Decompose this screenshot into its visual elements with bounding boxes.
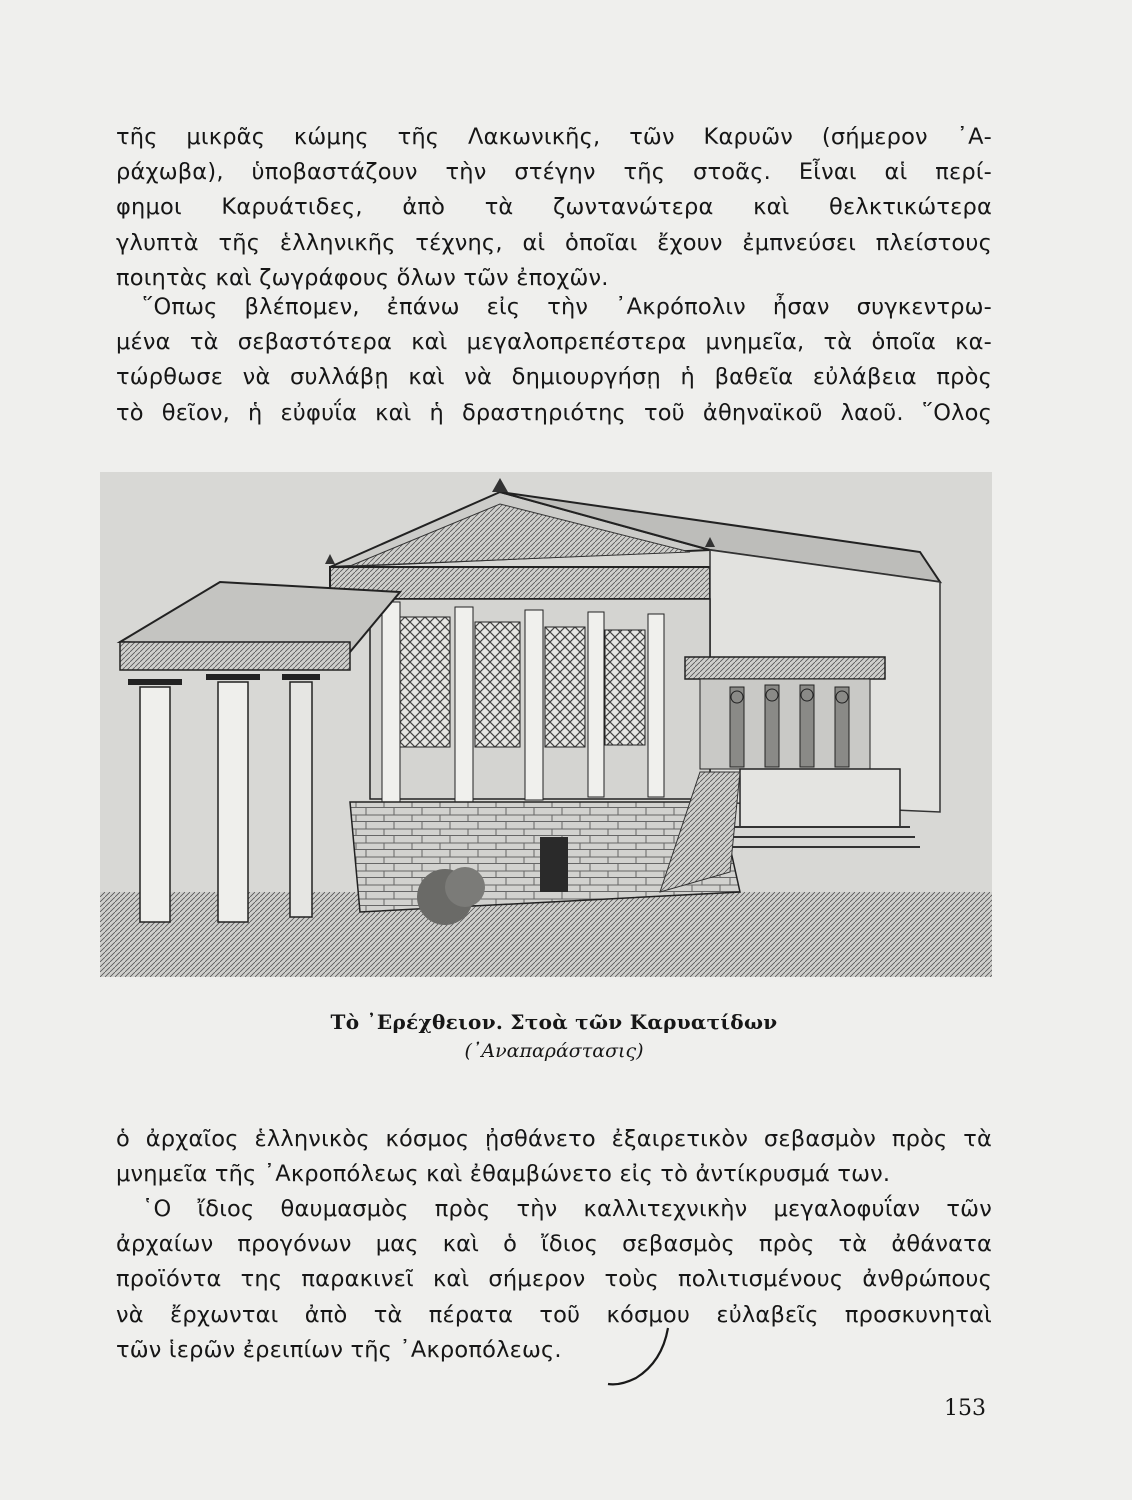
text-line: τῆς μικρᾶς κώμης τῆς Λακωνικῆς, τῶν Καρυῶν (σήμερον ᾿Α- [116, 124, 992, 150]
page-number: 153 [944, 1396, 986, 1421]
text-line: προϊόντα της παρακινεῖ καὶ σήμερον τοὺς πολιτισμένους ἀνθρώπους [116, 1266, 992, 1293]
paragraph-3 [116, 1122, 992, 1192]
erechtheion-illustration [100, 472, 992, 977]
text-line: ῞Οπως βλέπομεν, ἐπάνω εἰς τὴν ᾿Ακρόπολιν ἦσαν συγκεντρω- [142, 294, 992, 320]
text-line: νὰ ἔρχωνται ἀπὸ τὰ πέρατα τοῦ κόσμου εὐλαβεῖς προσκυνηταὶ [116, 1301, 992, 1328]
text-line: φημοι Καρυάτιδες, ἀπὸ τὰ ζωντανώτερα καὶ θελκτικώτερα [116, 194, 992, 221]
text-line: ῾Ο ἴδιος θαυμασμὸς πρὸς τὴν καλλιτεχνικὴν μεγαλοφυΐαν τῶν [142, 1196, 992, 1222]
text-line: γλυπτὰ τῆς ἑλληνικῆς τέχνης, αἱ ὁποῖαι ἔχουν ἐμπνεύσει πλείστους [116, 229, 992, 256]
text-line: τὸ θεῖον, ἡ εὐφυΐα καὶ ἡ δραστηριότης τοῦ ἀθηναϊκοῦ λαοῦ. ῞Ολος [116, 399, 992, 426]
figure-caption-title: Τὸ ᾿Ερέχθειον. Στοὰ τῶν Καρυατίδων [330, 1010, 778, 1034]
text-line: μένα τὰ σεβαστότερα καὶ μεγαλοπρεπέστερα μνημεῖα, τὰ ὁποῖα κα- [116, 329, 992, 356]
text-line: ποιητὰς καὶ ζωγράφους ὅλων τῶν ἐποχῶν. [116, 264, 609, 291]
paragraph-4 [116, 1192, 992, 1368]
paragraph-2 [116, 290, 992, 431]
text-line: μνημεῖα τῆς ᾿Ακροπόλεως καὶ ἐθαμβώνετο εἰς τὸ ἀντίκρυσμά των. [116, 1161, 891, 1188]
text-line: ἀρχαίων προγόνων μας καὶ ὁ ἴδιος σεβασμὸς πρὸς τὰ ἀθάνατα [116, 1231, 992, 1258]
figure-caption-subtitle: (᾿Αναπαράστασις) [464, 1040, 644, 1062]
text-line: ὁ ἀρχαῖος ἑλληνικὸς κόσμος ᾐσθάνετο ἐξαιρετικὸν σεβασμὸν πρὸς τὰ [116, 1126, 992, 1152]
text-line: ράχωβα), ὑποβαστάζουν τὴν στέγην τῆς στοᾶς. Εἶναι αἱ περί- [116, 159, 992, 186]
text-line: τώρθωσε νὰ συλλάβῃ καὶ νὰ δημιουργήσῃ ἡ βαθεῖα εὐλάβεια πρὸς [116, 364, 992, 391]
paragraph-1 [116, 120, 992, 296]
text-line: τῶν ἱερῶν ἐρειπίων τῆς ᾿Ακροπόλεως. [116, 1336, 562, 1363]
pen-mark-icon [596, 1322, 686, 1392]
